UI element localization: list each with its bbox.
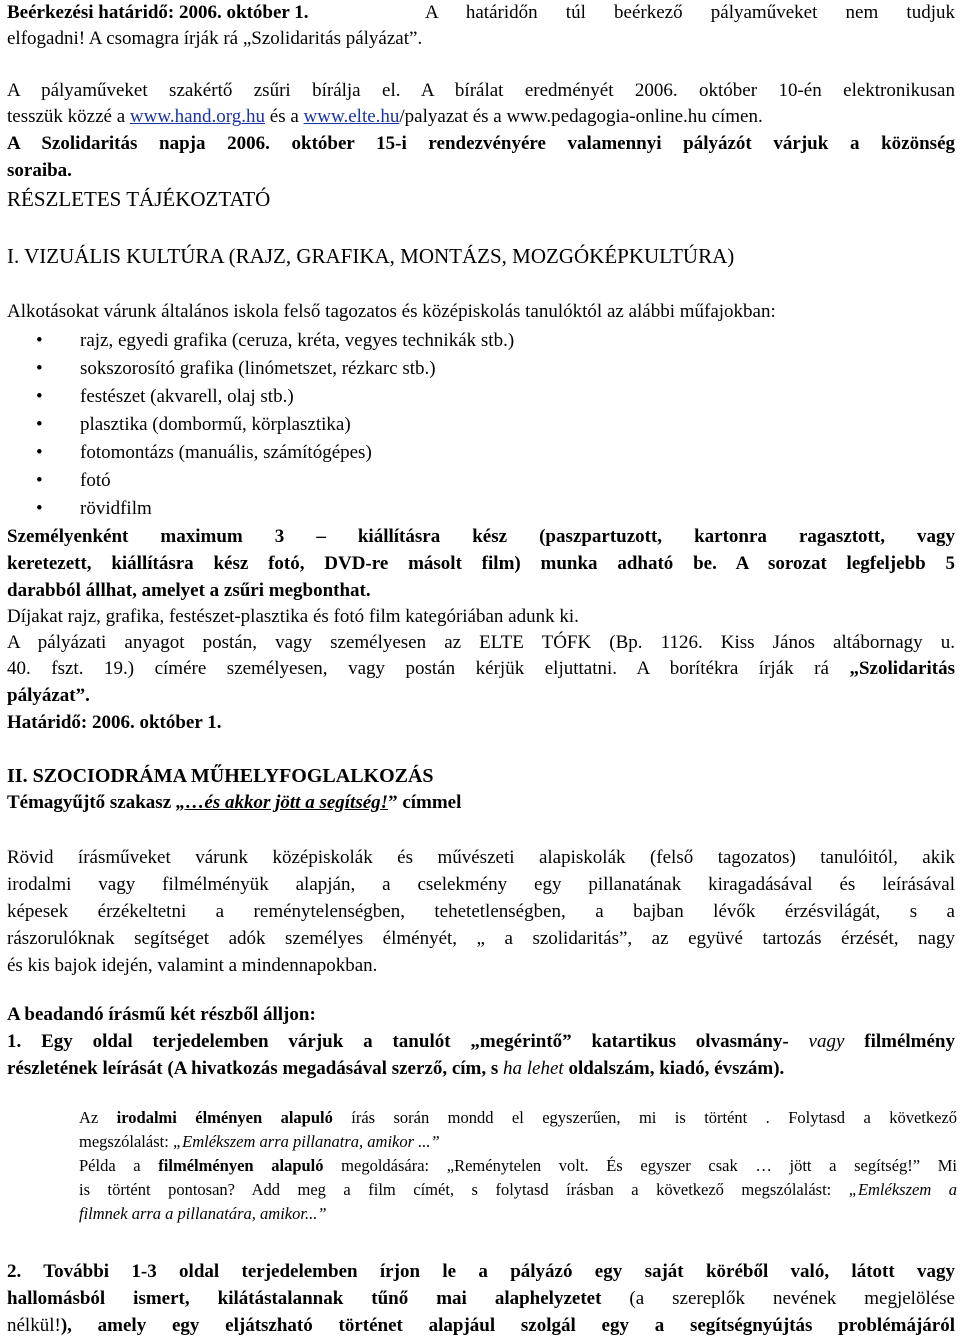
example-text: megoldására: „Reménytelen volt. És egyszer csak … jött a segítség!” Mi [323,1156,957,1175]
subtitle-quote: „…és akkor jött a segítség! [175,792,389,813]
example-text: Példa a [79,1156,159,1175]
part2-line-1: 2. További 1-3 oldal terjedelemben írjon le a pályázó egy saját köréből való, látott vagy [7,1261,955,1282]
deadline-line-2: elfogadni! A csomagra írják rá „Szolidaritás pályázat”. [7,28,423,49]
part2-line-3 [7,1313,955,1339]
subtitle-text: Témagyűjtő szakasz [7,792,176,813]
jury-text: tesszük közzé a [7,106,130,127]
example-emphasis: irodalmi élményen alapuló [116,1108,333,1127]
part1-text: részletének leírását (A hivatkozás megadásával szerző, cím, s [7,1058,504,1079]
genre-label: festészet (akvarell, olaj stb.) [80,386,294,407]
bullet-icon: • [36,414,43,435]
elte-link-tld[interactable]: hu [380,106,400,127]
deadline-note: A határidőn túl beérkező pályaműveket nem tudjuk [425,2,955,23]
example-line [79,1106,957,1130]
example-line [79,1130,957,1154]
section2-para-line: Rövid írásműveket várunk középiskolák és művészeti alapiskolák (felső tagozatos) tanulóitól, akik [7,847,955,868]
bullet-icon: • [36,442,43,463]
part1-text: filmélmény [844,1031,955,1052]
example-text: írás során mondd el egyszerűen, mi is történt . Folytasd a következő [332,1108,957,1127]
submit-emphasis: „Szolidaritás [849,658,955,679]
elte-link[interactable]: www.elte. [303,106,381,127]
jury-line-2 [7,104,955,130]
deadline-label: Beérkezési határidő: 2006. október 1. [7,2,309,23]
section2-title: II. SZOCIODRÁMA MŰHELYFOGLALKOZÁS [7,765,434,787]
parts-heading: A beadandó írásmű két részből álljon: [7,1004,316,1025]
part2-bold: ), amely egy eljátszható történet alapjául szolgál egy a segítségnyújtás problémájáról [60,1315,955,1336]
section1-title: I. VIZUÁLIS KULTÚRA (RAJZ, GRAFIKA, MONTÁZS, MOZGÓKÉPKULTÚRA) [7,244,735,268]
genre-label: rajz, egyedi grafika (ceruza, kréta, vegyes technikák stb.) [80,330,515,351]
example-text: megszólalást: [79,1132,173,1151]
part1-text: oldalszám, kiadó, évszám). [563,1058,785,1079]
genre-label: fotomontázs (manuális, számítógépes) [80,442,372,463]
example-italic: „Emlékszem arra pillanatra, amikor ...” [172,1132,440,1151]
rules-line-1: Személyenként maximum 3 – kiállításra kész (paszpartuzott, kartonra ragasztott, vagy [7,526,955,547]
section1-deadline: Határidő: 2006. október 1. [7,712,222,733]
example-text: is történt pontosan? Add meg a film címét, s folytasd írásban a következő megszólalást: [79,1180,849,1199]
part2-text: nélkül! [7,1315,61,1336]
event-line-2: soraiba. [7,160,72,181]
bullet-icon: • [36,498,43,519]
details-heading: RÉSZLETES TÁJÉKOZTATÓ [7,187,271,211]
part1-italic: vagy [808,1031,845,1052]
bullet-icon: • [36,386,43,407]
jury-text: és a [265,106,304,127]
hand-org-link[interactable]: www.hand.org [129,106,242,127]
section2-para-line: rászorulóknak segítséget adók személyes élményét, „ a szolidaritás”, az együvé tartozás érzését, nagy [7,928,955,949]
example-line [79,1154,957,1178]
prizes-line: Díjakat rajz, grafika, festészet-plasztika és fotó film kategóriában adunk ki. [7,606,579,627]
bullet-icon: • [36,330,43,351]
part2-bold: hallomásból ismert, kilátástalannak tűnő mai alaphelyzetet [7,1288,602,1309]
submit-line-1: A pályázati anyagot postán, vagy személyesen az ELTE TÓFK (Bp. 1126. Kiss János altábornagy u. [7,632,955,653]
bullet-icon: • [36,358,43,379]
part2-text: (a szereplők nevének megjelölése [601,1288,955,1309]
hand-org-link-tld[interactable]: .hu [241,106,266,127]
part2-line-2 [7,1286,955,1312]
subtitle-text: ” címmel [388,792,462,813]
rules-line-3: darabból állhat, amelyet a zsűri megbonthat. [7,580,371,601]
section2-para-line: irodalmi vagy filmélményük alapján, a cselekmény egy pillanatának kiragadásával és leírásával [7,874,955,895]
example-line: filmnek arra a pillanatára, amikor...” [79,1204,327,1223]
example-italic: „Emlékszem a [848,1180,958,1199]
submit-line-2 [7,656,955,682]
jury-text: /palyazat és a www.pedagogia-online.hu címen. [399,106,763,127]
genre-label: plasztika (dombormű, körplasztika) [80,414,351,435]
part1-italic: ha lehet [503,1058,564,1079]
genre-label: fotó [80,470,111,491]
bullet-icon: • [36,470,43,491]
example-line [79,1178,957,1202]
submit-line-3: pályázat”. [7,685,90,706]
submit-text: 40. fszt. 19.) címére személyesen, vagy postán kérjük eljuttatni. A borítékra írják rá [7,658,850,679]
genre-label: sokszorosító grafika (linómetszet, rézkarc stb.) [80,358,436,379]
example-text: Az [79,1108,117,1127]
section1-intro: Alkotásokat várunk általános iskola felső tagozatos és középiskolás tanulóktól az alábbi műfajokban: [7,301,776,322]
event-line-1: A Szolidaritás napja 2006. október 15-i rendezvényére valamennyi pályázót várjuk a közönség [7,133,955,154]
part1-line-2 [7,1056,955,1082]
part1-text: 1. Egy oldal terjedelemben várjuk a tanulót „megérintő” katartikus olvasmány- [7,1031,809,1052]
rules-line-2: keretezett, kiállításra kész fotó, DVD-re másolt film) munka adható be. A sorozat legfeljebb 5 [7,553,955,574]
section2-subtitle [7,790,955,816]
genre-label: rövidfilm [80,498,152,519]
jury-line-1: A pályaműveket szakértő zsűri bírálja el. A bírálat eredményét 2006. október 10-én elektronikusan [7,80,955,101]
section2-para-line: képesek érzékeltetni a reménytelenségben, tehetetlenségben, a bajban lévők érzésvilágát, s a [7,901,955,922]
part1-line-1 [7,1029,955,1055]
section2-para-line: és kis bajok idején, valamint a mindennapokban. [7,955,378,976]
example-emphasis: filmélményen alapuló [158,1156,324,1175]
